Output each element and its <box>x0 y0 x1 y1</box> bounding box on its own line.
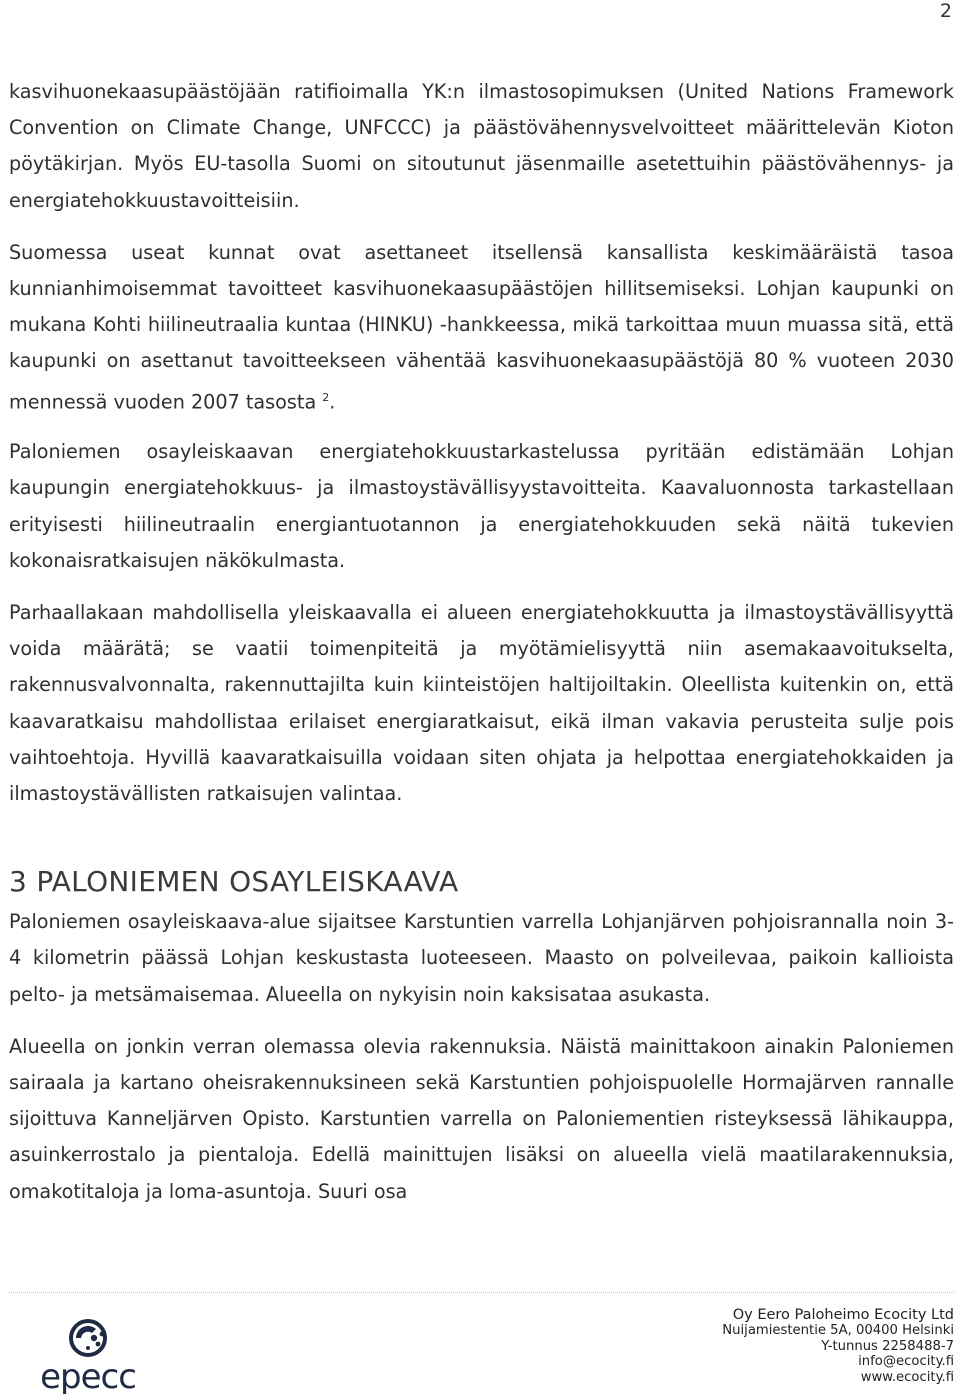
paragraph-3: Paloniemen osayleiskaavan energiatehokkuustarkastelussa pyritään edistämään Lohjan kaupungin energiatehokkuus- ja ilmastoystävällisyystavoitteita. Kaavaluonnosta tarkastellaan erityisesti hiilineutraalin energiantuotannon ja energiatehokkuuden sekä näitä tukevien kokonaisratkaisujen näkökulmasta. <box>9 440 954 572</box>
logo-text: epecc <box>40 1357 136 1394</box>
company-address: Nuijamiestentie 5A, 00400 Helsinki <box>722 1323 954 1339</box>
footer-divider <box>9 1292 954 1293</box>
epecc-logo <box>18 1312 158 1394</box>
company-name: Oy Eero Paloheimo Ecocity Ltd <box>732 1307 954 1323</box>
company-website-link[interactable]: www.ecocity.fi <box>860 1369 954 1385</box>
footnote-ref[interactable]: 2 <box>322 390 330 404</box>
section-heading: 3 PALONIEMEN OSAYLEISKAAVA <box>9 865 459 899</box>
document-body <box>9 74 954 1210</box>
paragraph-2-text: Suomessa useat kunnat ovat asettaneet itsellensä kansallista keskimääräistä tasoa kunnianhimoisemmat tavoitteet kasvihuonekaasupäästöjen hillitsemiseksi. Lohjan kaupunki on mukana Kohti hiilineutraalia kuntaa (HINKU) -hankkeessa, mikä tarkoittaa muun muassa sitä, että kaupunki on asettanut tavoitteekseen vähentää kasvihuonekaasupäästöjä 80 % vuoteen 2030 mennessä vuoden 2007 tasosta <box>9 240 954 414</box>
company-business-id: Y-tunnus 2258488-7 <box>821 1338 954 1354</box>
swirl-icon <box>71 1321 105 1355</box>
company-email-link[interactable]: info@ecocity.fi <box>858 1354 954 1370</box>
paragraph-2-end: . <box>329 390 336 414</box>
page-number: 2 <box>939 0 952 22</box>
company-info <box>722 1308 954 1385</box>
paragraph-1: kasvihuonekaasupäästöjään ratifioimalla YK:n ilmastosopimuksen (United Nations Framework Convention on Climate Change, UNFCCC) ja päästövähennysvelvoitteet määrittelevän Kioton pöytäkirjan. Myös EU-tasolla Suomi on sitoutunut jäsenmaille asetettuihin päästövähennys- ja energiatehokkuustavoitteisiin. <box>9 80 954 212</box>
paragraph-4: Parhaallakaan mahdollisella yleiskaavalla ei alueen energiatehokkuutta ja ilmastoystävällisyyttä voida määrätä; se vaatii toimenpiteitä ja myötämielisyyttä niin asemakaavoitukselta, rakennusvalvonnalta, rakennuttajilta kuin kiinteistöjen haltijoiltakin. Oleellista kuitenkin on, että kaavaratkaisu mahdollistaa erilaiset energiaratkaisut, eikä ilman vakavia perusteita sulje pois vaihtoehtoja. Hyvillä kaavaratkaisuilla voidaan siten ohjata ja helpottaa energiatehokkaiden ja ilmastoystävällisten ratkaisujen valintaa. <box>9 601 954 806</box>
paragraph-5: Paloniemen osayleiskaava-alue sijaitsee Karstuntien varrella Lohjanjärven pohjoisrannalla noin 3-4 kilometrin päässä Lohjan keskustasta luoteeseen. Maasto on polveilevaa, paikoin kallioista pelto- ja metsämaisemaa. Alueella on nykyisin noin kaksisataa asukasta. <box>9 910 954 1006</box>
paragraph-6: Alueella on jonkin verran olemassa olevia rakennuksia. Näistä mainittakoon ainakin Paloniemen sairaala ja kartano oheisrakennuksineen sekä Karstuntien pohjoispuolelle Hormajärven rannalle sijoittuva Kanneljärven Opisto. Karstuntien varrella on Paloniementien risteyksessä lähikauppa, asuinkerrostalo ja pientaloja. Edellä mainittujen lisäksi on alueella vielä maatilarakennuksia, omakotitaloja ja loma-asuntoja. Suuri osa <box>9 1034 954 1203</box>
paragraph-2 <box>9 235 954 420</box>
